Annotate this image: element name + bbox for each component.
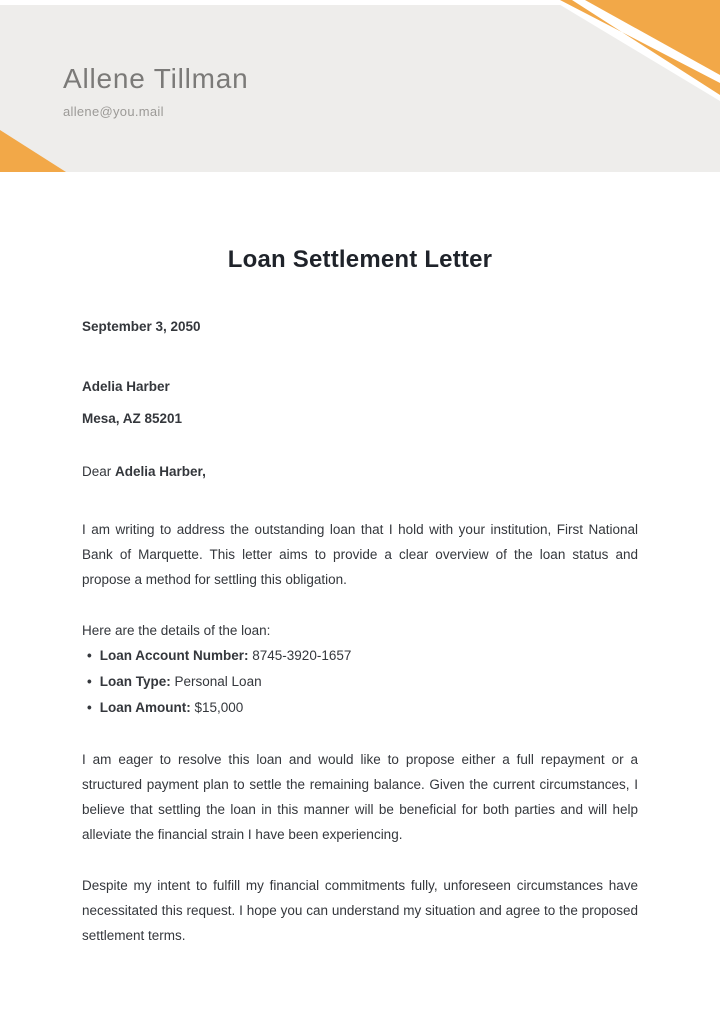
letter-body bbox=[82, 246, 638, 974]
salutation-name-text: Adelia Harber bbox=[115, 464, 203, 479]
paragraph-closing: Despite my intent to fulfill my financial commitments fully, unforeseen circumstances have necessitated this request. I hope you can understand my situation and agree to the proposed settlement terms. bbox=[82, 878, 638, 943]
loan-details-list bbox=[82, 643, 638, 721]
salutation-name bbox=[115, 464, 206, 479]
salutation-prefix: Dear bbox=[82, 464, 116, 479]
bullet-icon: • bbox=[87, 648, 92, 663]
letter-date: September 3, 2050 bbox=[82, 319, 201, 334]
salutation bbox=[82, 463, 638, 481]
recipient-name: Adelia Harber bbox=[82, 379, 170, 394]
loan-detail-value: $15,000 bbox=[194, 700, 244, 715]
loan-detail-label: Loan Type: bbox=[99, 674, 171, 689]
loan-detail-value: 8745-3920-1657 bbox=[252, 648, 352, 663]
loan-detail-label: Loan Amount: bbox=[99, 700, 191, 715]
header-accent-top-right bbox=[540, 0, 720, 105]
sender-identity bbox=[63, 62, 249, 119]
loan-details-heading: Here are the details of the loan: bbox=[82, 623, 271, 638]
letter-title: Loan Settlement Letter bbox=[227, 246, 493, 273]
loan-detail-label: Loan Account Number: bbox=[99, 648, 249, 663]
recipient-city-line: Mesa, AZ 85201 bbox=[82, 411, 183, 426]
loan-detail-value: Personal Loan bbox=[174, 674, 262, 689]
loan-detail-item-amount bbox=[82, 695, 638, 721]
bullet-icon: • bbox=[87, 674, 92, 689]
sender-email: allene@you.mail bbox=[63, 104, 164, 119]
header-accent-bottom-left bbox=[0, 130, 66, 172]
sender-name: Allene Tillman bbox=[63, 63, 249, 94]
salutation-suffix: , bbox=[202, 464, 206, 479]
loan-detail-item-type bbox=[82, 669, 638, 695]
accent-corner-triangle bbox=[585, 0, 720, 75]
loan-detail-item-account bbox=[82, 643, 638, 669]
accent-bottom-triangle bbox=[0, 130, 66, 172]
bullet-icon: • bbox=[87, 700, 92, 715]
paragraph-intro: I am writing to address the outstanding loan that I hold with your institution, First National Bank of Marquette. This letter aims to provide a clear overview of the loan status and propose a method for settling this obligation. bbox=[82, 522, 638, 587]
paragraph-proposal: I am eager to resolve this loan and would like to propose either a full repayment or a structured payment plan to settle the remaining balance. Given the current circumstances, I believe that settling the loan in this manner will be beneficial for both parties and will help alleviate the financial strain I have been experiencing. bbox=[82, 752, 638, 842]
